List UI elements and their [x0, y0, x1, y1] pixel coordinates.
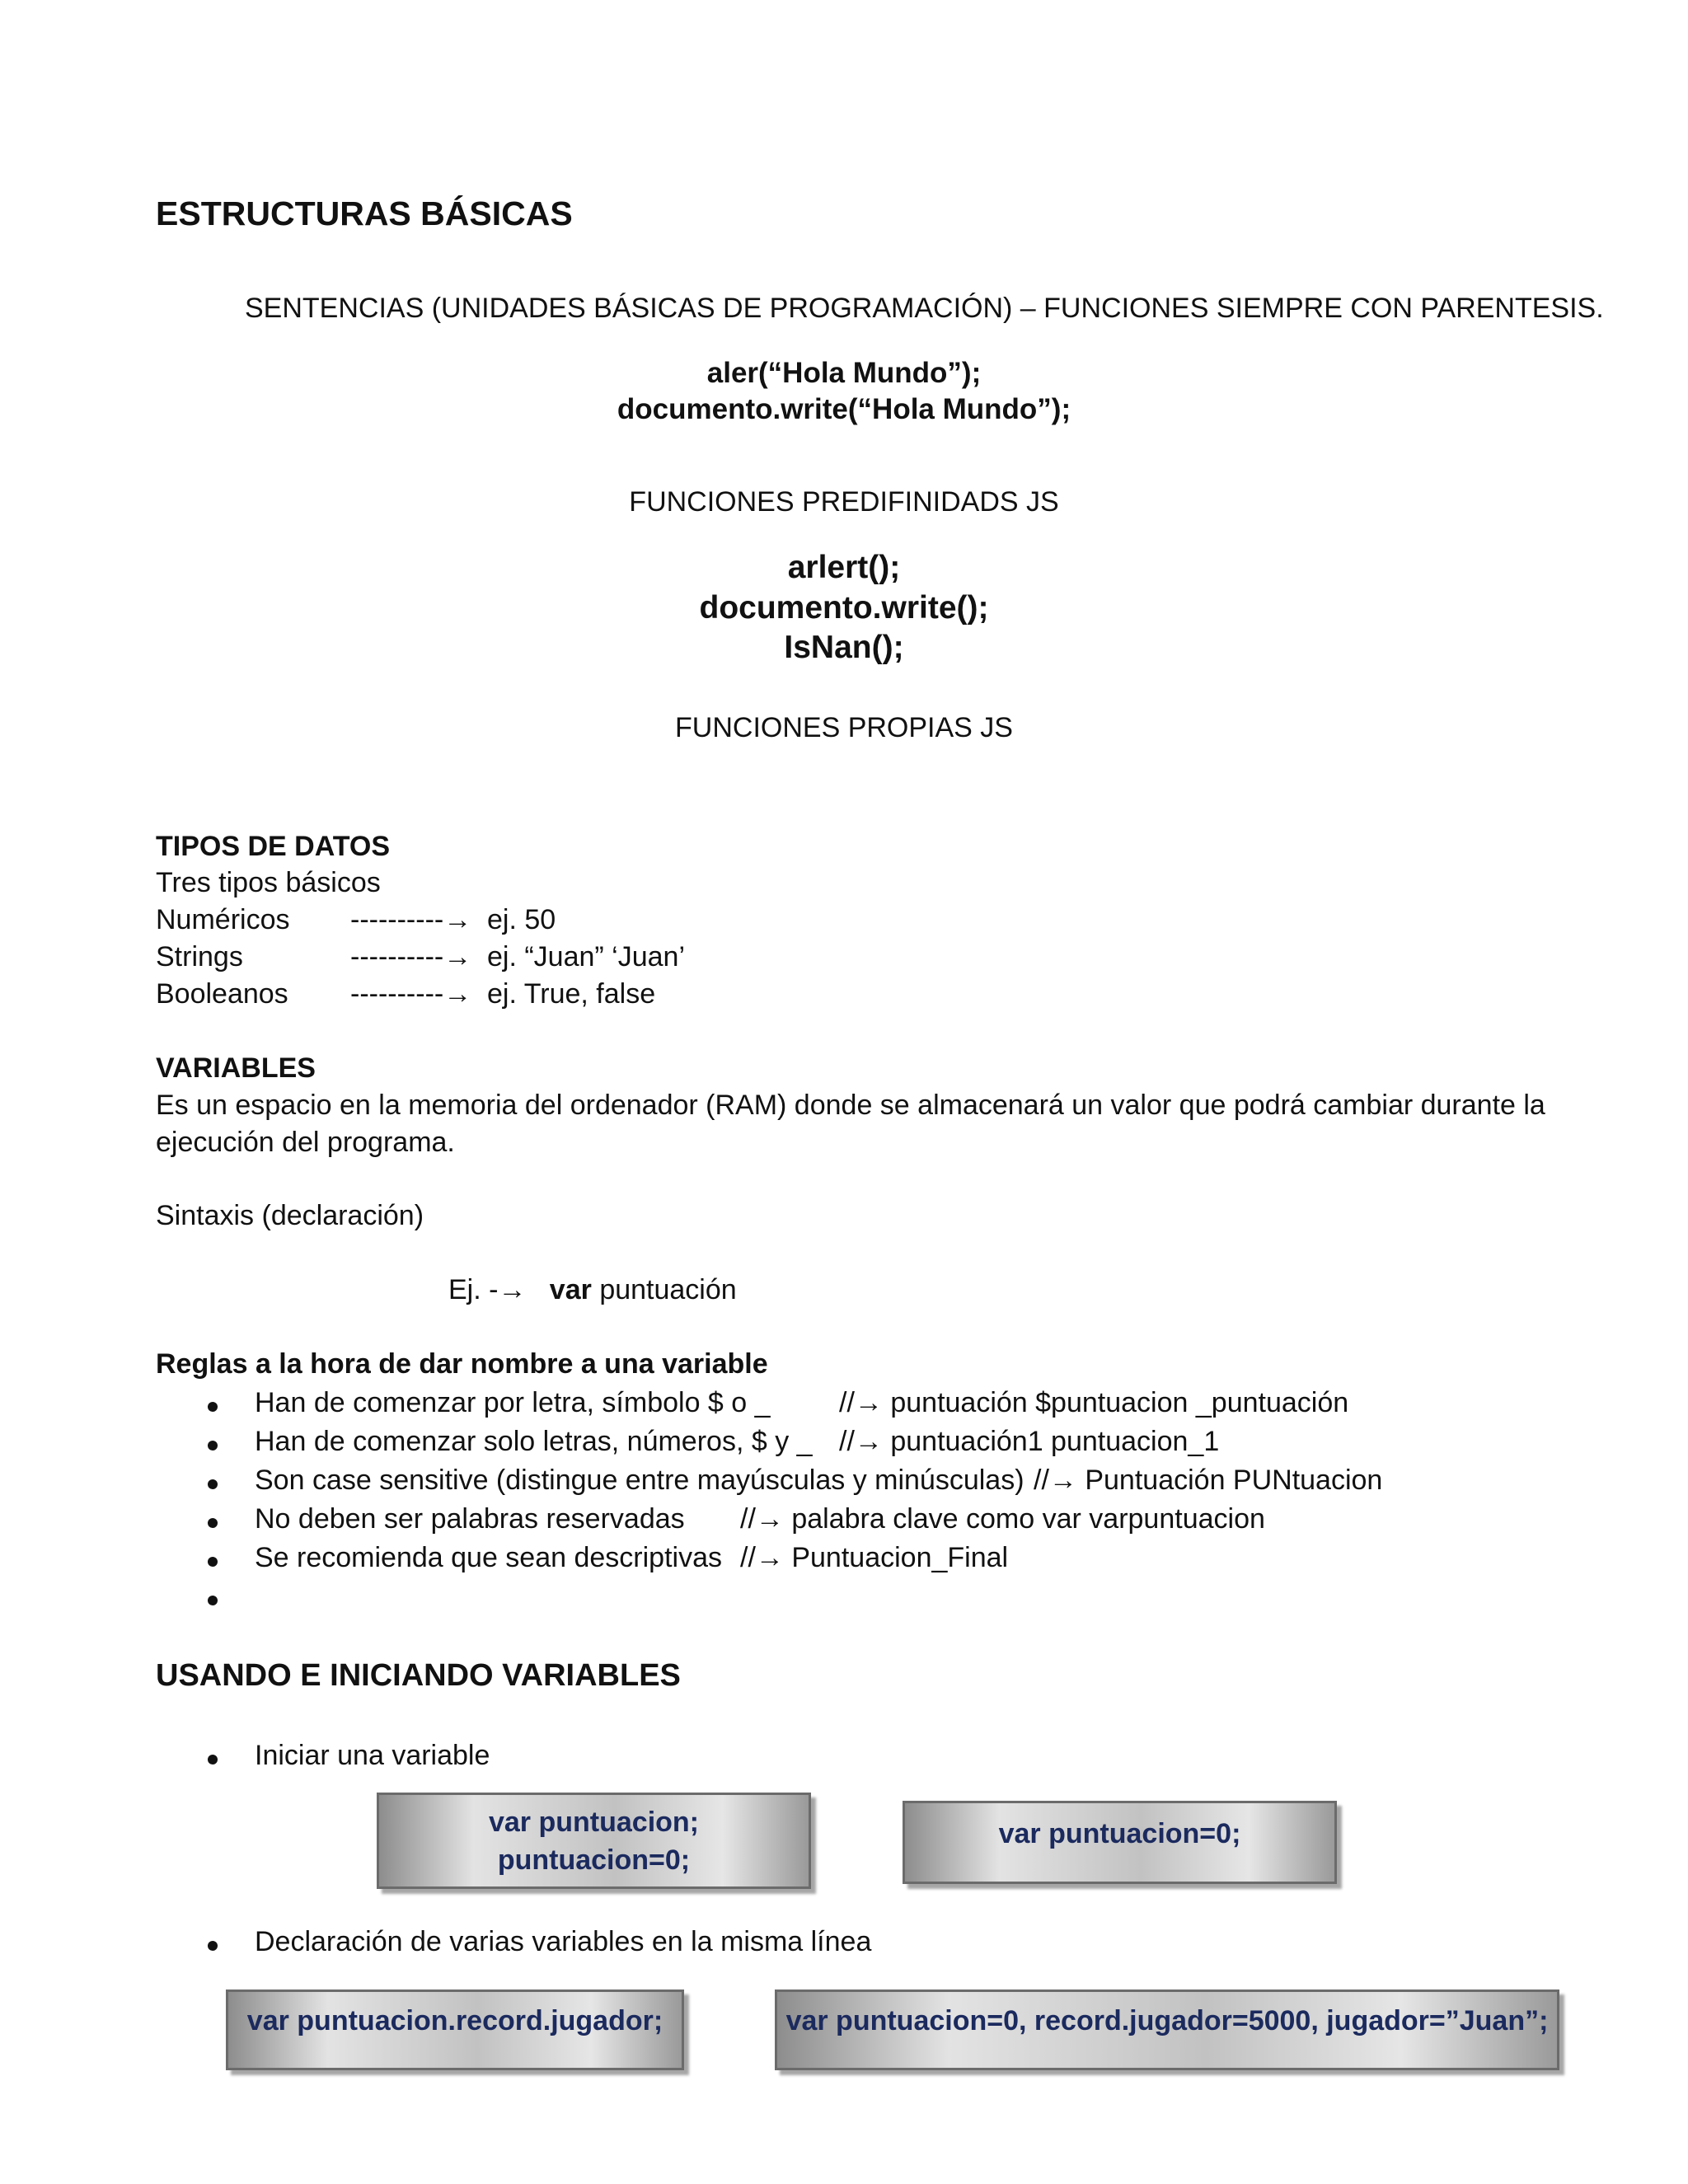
- tipos-intro: Tres tipos básicos: [156, 867, 381, 898]
- rule-comment: //→ puntuación $puntuacion _puntuación: [839, 1387, 1349, 1418]
- code-box-line: var puntuacion=0, record.jugador=5000, jugador=”Juan”;: [785, 2005, 1549, 2036]
- code-box-line: var puntuacion;: [488, 1806, 700, 1838]
- bullet-icon: [208, 1596, 218, 1605]
- code-line: documento.write(“Hola Mundo”);: [617, 393, 1071, 425]
- bullet-text: Iniciar una variable: [255, 1740, 490, 1771]
- variables-description: ejecución del programa.: [156, 1127, 455, 1158]
- bullet-icon: [208, 1441, 218, 1451]
- rule-text: Son case sensitive (distingue entre mayúsculas y minúsculas): [255, 1465, 1025, 1496]
- type-arrow: ----------→: [350, 904, 472, 935]
- tipos-heading: TIPOS DE DATOS: [156, 831, 391, 862]
- type-example: ej. “Juan” ‘Juan’: [487, 941, 686, 972]
- bullet-icon: [208, 1755, 218, 1765]
- rule-text: Han de comenzar solo letras, números, $ y _: [255, 1426, 813, 1457]
- rule-comment: //→ Puntuación PUNtuacion: [1034, 1465, 1383, 1496]
- code-box: [903, 1801, 1337, 1884]
- code-box-line: var puntuacion.record.jugador;: [246, 2005, 663, 2036]
- bullet-icon: [208, 1518, 218, 1528]
- code-box: [226, 1990, 684, 2070]
- variables-heading: VARIABLES: [156, 1052, 316, 1084]
- bullet-text: Declaración de varias variables en la misma línea: [255, 1926, 872, 1957]
- code-line: arlert();: [787, 550, 901, 585]
- type-name: Booleanos: [156, 978, 288, 1010]
- code-box-line: puntuacion=0;: [497, 1844, 691, 1876]
- own-functions-label: FUNCIONES PROPIAS JS: [675, 712, 1013, 743]
- predefined-functions-label: FUNCIONES PREDIFINIDADS JS: [629, 486, 1059, 518]
- rule-text: Han de comenzar por letra, símbolo $ o _: [255, 1387, 771, 1418]
- syntax-keyword: var: [549, 1274, 592, 1305]
- section-heading: USANDO E INICIANDO VARIABLES: [156, 1658, 681, 1693]
- code-box-line: var puntuacion=0;: [998, 1818, 1241, 1849]
- syntax-name: puntuación: [599, 1274, 737, 1305]
- rule-comment: //→ palabra clave como var varpuntuacion: [740, 1503, 1265, 1535]
- sintaxis-label: Sintaxis (declaración): [156, 1200, 424, 1231]
- code-box: [377, 1793, 811, 1889]
- bullet-icon: [208, 1479, 218, 1489]
- variables-description: Es un espacio en la memoria del ordenador (RAM) donde se almacenará un valor que podrá cambiar durante la: [156, 1090, 1545, 1121]
- type-example: ej. 50: [487, 904, 556, 935]
- rule-comment: //→ puntuación1 puntuacion_1: [839, 1426, 1220, 1457]
- rule-text: No deben ser palabras reservadas: [255, 1503, 685, 1535]
- page-title: ESTRUCTURAS BÁSICAS: [156, 194, 573, 232]
- bullet-icon: [208, 1402, 218, 1412]
- code-line: documento.write();: [699, 590, 989, 626]
- type-arrow: ----------→: [350, 941, 472, 972]
- code-line: IsNan();: [784, 630, 904, 665]
- code-line: aler(“Hola Mundo”);: [706, 357, 982, 389]
- bullet-icon: [208, 1941, 218, 1951]
- type-arrow: ----------→: [350, 978, 472, 1010]
- type-name: Strings: [156, 941, 243, 972]
- syntax-example: [448, 1274, 737, 1306]
- type-name: Numéricos: [156, 904, 290, 935]
- code-box: [775, 1990, 1559, 2070]
- sentencias-text: SENTENCIAS (UNIDADES BÁSICAS DE PROGRAMACIÓN) – FUNCIONES SIEMPRE CON PARENTESIS.: [245, 293, 1604, 324]
- rule-text: Se recomienda que sean descriptivas: [255, 1542, 722, 1573]
- bullet-icon: [208, 1557, 218, 1567]
- type-example: ej. True, false: [487, 978, 656, 1010]
- syntax-prefix: Ej. -→: [448, 1274, 527, 1305]
- rules-heading: Reglas a la hora de dar nombre a una variable: [156, 1348, 768, 1380]
- rule-comment: //→ Puntuacion_Final: [740, 1542, 1009, 1573]
